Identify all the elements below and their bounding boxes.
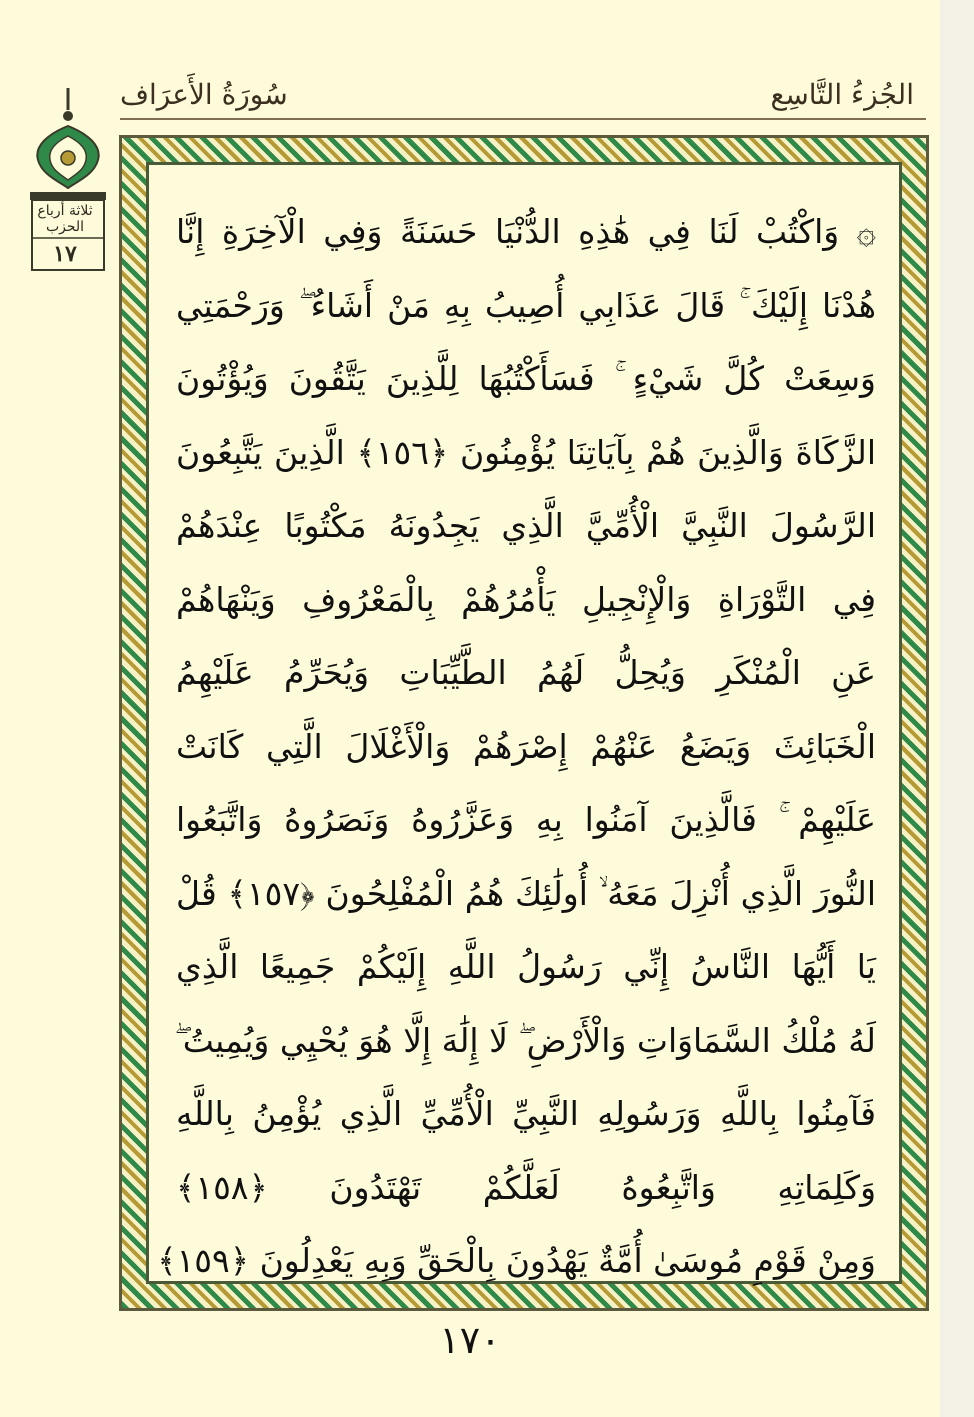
surah-header: سُورَةُ الأَعرَاف	[120, 78, 288, 111]
verse-line: الرَّسُولَ النَّبِيَّ الْأُمِّيَّ الَّذِي يَجِدُونَهُ مَكْتُوبًا عِنْدَهُمْ	[176, 506, 876, 545]
verse-line: يَا أَيُّهَا النَّاسُ إِنِّي رَسُولُ اللَّهِ إِلَيْكُمْ جَمِيعًا الَّذِي	[176, 947, 876, 986]
verse-line: ۞ وَاكْتُبْ لَنَا فِي هَٰذِهِ الدُّنْيَا حَسَنَةً وَفِي الْآخِرَةِ إِنَّا	[176, 212, 876, 251]
verse-text	[157, 195, 876, 1280]
hizb-label: ثلاثة أرباع الحزب	[37, 203, 93, 235]
verse-line: وَكَلِمَاتِهِ وَاتَّبِعُوهُ لَعَلَّكُمْ تَهْتَدُونَ ﴿١٥٨﴾	[176, 1167, 876, 1207]
verse-line: الزَّكَاةَ وَالَّذِينَ هُمْ بِآيَاتِنَا يُؤْمِنُونَ ﴿١٥٦﴾ الَّذِينَ يَتَّبِعُونَ	[176, 432, 876, 472]
verse-line: النُّورَ الَّذِي أُنْزِلَ مَعَهُ ۙ أُولَٰئِكَ هُمُ الْمُفْلِحُونَ ﴿١٥٧﴾ قُلْ	[176, 873, 876, 913]
verse-line: عَلَيْهِمْ ۚ فَالَّذِينَ آمَنُوا بِهِ وَعَزَّرُوهُ وَنَصَرُوهُ وَاتَّبَعُوا	[176, 800, 876, 839]
header-rule	[120, 118, 926, 120]
verse-line: فِي التَّوْرَاةِ وَالْإِنْجِيلِ يَأْمُرُهُمْ بِالْمَعْرُوفِ وَيَنْهَاهُمْ	[176, 579, 876, 619]
verse-line: وَسِعَتْ كُلَّ شَيْءٍ ۚ فَسَأَكْتُبُهَا لِلَّذِينَ يَتَّقُونَ وَيُؤْتُونَ	[176, 359, 876, 398]
verse-line: وَمِنْ قَوْمِ مُوسَىٰ أُمَّةٌ يَهْدُونَ بِالْحَقِّ وَبِهِ يَعْدِلُونَ ﴿١٥٩﴾	[157, 1241, 876, 1280]
page-number: ١٧٠	[439, 1318, 501, 1362]
verse-line: الْخَبَائِثَ وَيَضَعُ عَنْهُمْ إِصْرَهُمْ وَالْأَغْلَالَ الَّتِي كَانَتْ	[176, 726, 876, 766]
verse-line: عَنِ الْمُنْكَرِ وَيُحِلُّ لَهُمُ الطَّيِّبَاتِ وَيُحَرِّمُ عَلَيْهِمُ	[176, 653, 876, 692]
juz-header: الجُزءُ التَّاسِع	[770, 78, 914, 111]
verse-line: هُدْنَا إِلَيْكَ ۚ قَالَ عَذَابِي أُصِيبُ بِهِ مَنْ أَشَاءُ ۖ وَرَحْمَتِي	[176, 285, 876, 325]
verse-line: لَهُ مُلْكُ السَّمَاوَاتِ وَالْأَرْضِ ۖ لَا إِلَٰهَ إِلَّا هُوَ يُحْيِي وَيُمِيتُ ۖ	[174, 1020, 876, 1060]
page-edge	[940, 0, 974, 1417]
verse-line: فَآمِنُوا بِاللَّهِ وَرَسُولِهِ النَّبِيِّ الْأُمِّيِّ الَّذِي يُؤْمِنُ بِاللَّهِ	[176, 1094, 876, 1133]
hizb-number: ١٧	[53, 241, 77, 267]
